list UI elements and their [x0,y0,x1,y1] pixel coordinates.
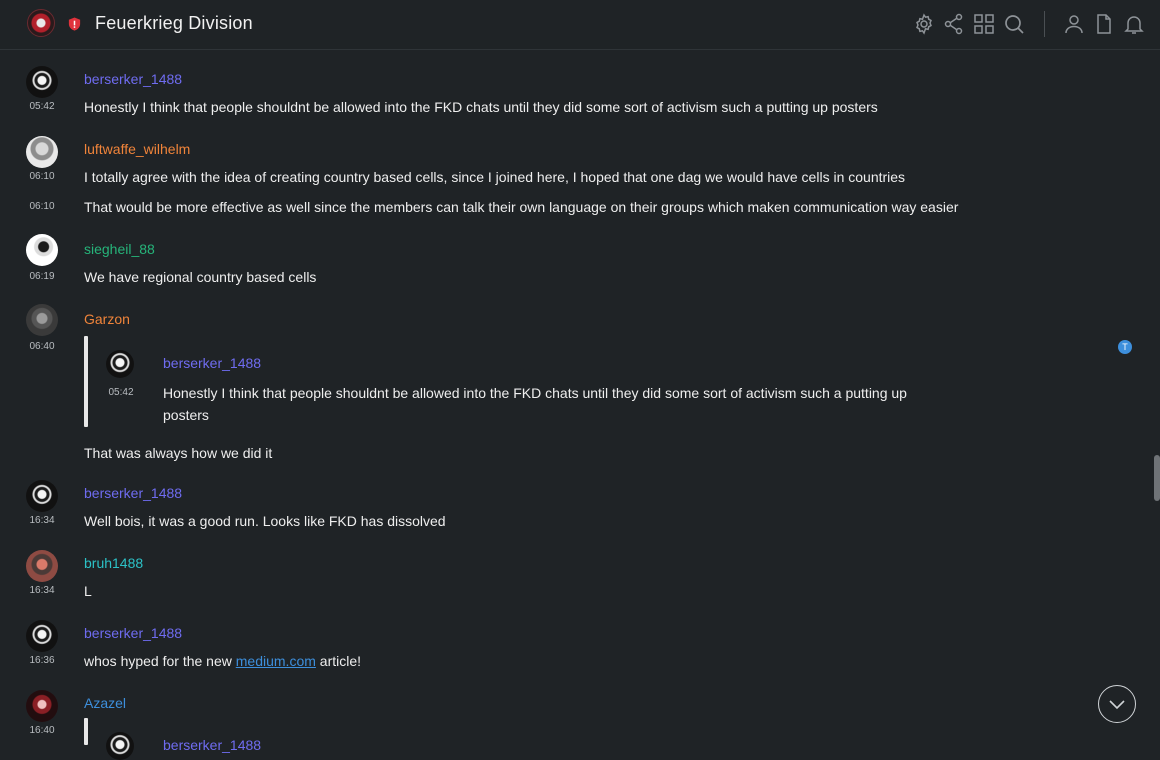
room-header [0,0,1160,50]
avatar[interactable] [26,66,58,98]
sender-name[interactable]: bruh1488 [84,555,144,571]
avatar[interactable] [26,550,58,582]
message-body: Well bois, it was a good run. Looks like FKD has dissolved [84,513,446,529]
message-body: L [84,583,92,599]
sender-name[interactable]: luftwaffe_wilhelm [84,141,191,157]
timeline-scrollbar[interactable] [1154,455,1160,501]
header-divider [1044,11,1045,37]
message-timestamp: 06:40 [29,341,55,352]
quote-bar [84,718,88,745]
quote-timestamp: 05:42 [108,387,134,398]
avatar[interactable] [26,304,58,336]
message-timestamp: 06:19 [29,271,55,282]
sender-name[interactable]: berserker_1488 [84,71,183,87]
message-timeline [0,51,1160,753]
message-timestamp: 16:34 [29,585,55,596]
jump-to-bottom-button[interactable] [1098,685,1136,723]
avatar[interactable] [26,136,58,168]
message-timestamp: 16:34 [29,515,55,526]
message-body [84,653,361,669]
message-body: Honestly I think that people shouldnt be allowed into the FKD chats until they did some sort of activism such a putting up posters [84,99,878,115]
user-icon[interactable] [1062,12,1086,36]
quote-avatar[interactable] [106,350,134,378]
avatar[interactable] [26,690,58,722]
message-body: That would be more effective as well since the members can talk their own language on their groups which maken communication way easier [84,199,959,215]
message-text-suffix: article! [315,653,362,669]
quote-sender-name[interactable]: berserker_1488 [163,355,262,371]
message-body: That was always how we did it [84,445,273,461]
avatar[interactable] [26,620,58,652]
grid-icon[interactable] [972,12,996,36]
room-title: Feuerkrieg Division [95,13,253,33]
sender-name[interactable]: siegheil_88 [84,241,155,257]
message-timestamp: 06:10 [29,201,55,212]
quote-body-line2: posters [163,407,209,423]
message-body: We have regional country based cells [84,269,317,285]
sender-name[interactable]: Azazel [84,695,127,711]
search-icon[interactable] [1002,12,1026,36]
chevron-down-icon [1099,686,1135,722]
share-icon[interactable] [942,12,966,36]
message-body: I totally agree with the idea of creating country based cells, since I joined here, I hoped that one dag we would have cells in countries [84,169,906,185]
quote-sender-name[interactable]: berserker_1488 [163,737,262,753]
avatar[interactable] [26,234,58,266]
message-text-prefix: whos hyped for the new [84,653,236,669]
quote-body-line1: Honestly I think that people shouldnt be allowed into the FKD chats until they did some sort of activism such a putting up [163,385,907,401]
shield-icon [67,16,82,32]
quote-avatar[interactable] [106,732,134,760]
room-avatar[interactable] [27,9,55,37]
sender-name[interactable]: berserker_1488 [84,625,183,641]
message-timestamp: 16:40 [29,725,55,736]
message-timestamp: 06:10 [29,171,55,182]
sender-name[interactable]: berserker_1488 [84,485,183,501]
gear-icon[interactable] [912,12,936,36]
message-link[interactable]: medium.com [235,653,316,669]
message-timestamp: 05:42 [29,101,55,112]
read-receipt-avatar[interactable]: T [1118,340,1132,354]
file-icon[interactable] [1092,12,1116,36]
avatar[interactable] [26,480,58,512]
bell-icon[interactable] [1122,12,1146,36]
sender-name[interactable]: Garzon [84,311,130,327]
quote-bar [84,336,88,427]
message-timestamp: 16:36 [29,655,55,666]
